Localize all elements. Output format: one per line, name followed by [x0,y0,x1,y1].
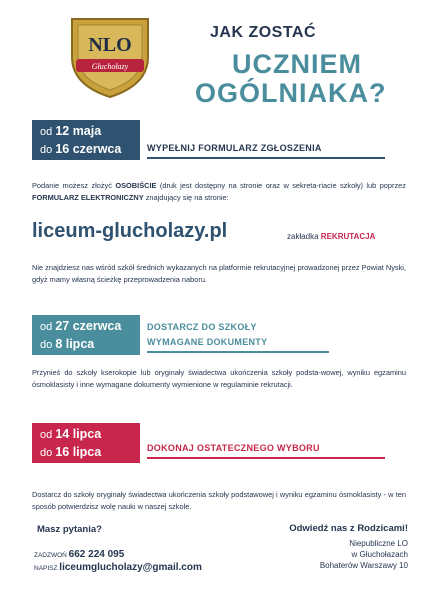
step2-title: DOSTARCZ DO SZKOŁY WYMAGANE DOKUMENTY [147,322,268,347]
step1-to-prefix: do [40,144,53,156]
website-link[interactable]: liceum-glucholazy.pl [32,220,228,242]
step2-from-date: 27 czerwca [55,319,122,333]
step3-from-prefix: od [40,429,53,441]
contact-question: Masz pytania? [37,524,102,535]
paragraph-application: Podanie możesz złożyć OSOBIŚCIE (druk jest dostępny na stronie oraz w sekreta-riacie szkoły) lub poprzez FORMULARZ ELEKTRONICZNY znajdujący się na stronie: [32,181,406,202]
paragraph-documents: Przynieś do szkoły kserokopie lub oryginały świadectwa ukończenia szkoły podsta-wowej, wyniku egzaminu ósmoklasisty i inne wymagane dokumenty wymienione w regulaminie rekrutacji. [32,368,406,389]
step2-from-prefix: od [40,321,53,333]
visit-title: Odwiedź nas z Rodzicami! [289,523,408,534]
step3-from-date: 14 lipca [55,427,102,441]
website-tab-hint: zakładka REKRUTACJA [287,232,376,241]
step2-to-date: 8 lipca [55,337,95,351]
school-address: Niepubliczne LO w Głuchołazach Bohaterów Warszawy 10 [319,539,408,570]
paragraph-platform-note: Nie znajdziesz nas wśród szkół średnich wykazanych na platformie rekrutacyjnej prowadzonej przez Powiat Nyski, gdyż mamy własną ścieżkę przeprowadzenia naboru. [32,263,406,284]
step1-from-date: 12 maja [55,124,102,138]
header-line-1: JAK ZOSTAĆ [210,24,317,41]
logo-text: NLO [88,34,132,56]
step1-to-date: 16 czerwca [55,142,122,156]
step2-to-prefix: do [40,339,53,351]
flyer-page [22,0,416,594]
step2-date-box [32,315,140,355]
contact-email[interactable]: NAPISZ liceumglucholazy@gmail.com [34,562,202,573]
logo-subtext: Głuchołazy [91,62,129,71]
step3-date-box [32,423,140,463]
header-line-3: OGÓLNIAKA? [195,78,387,108]
step3-underline [147,457,385,459]
paragraph-final-choice: Dostarcz do szkoły oryginały świadectwa ukończenia szkoły podstawowej i wyniku egzaminu ósmoklasisty - w ten sposób potwierdzisz wolę nauki w naszej szkole. [32,490,406,511]
step1-date-box [32,120,140,160]
school-logo [62,5,158,101]
header-line-2: UCZNIEM [232,49,362,79]
step3-to-date: 16 lipca [55,445,102,459]
step3-title: DOKONAJ OSTATECZNEGO WYBORU [147,443,320,453]
phone-number: 662 224 095 [68,549,125,560]
step3-to-prefix: do [40,447,53,459]
step1-from-prefix: od [40,126,53,138]
recruitment-tab-name: REKRUTACJA [320,232,376,241]
email-address: liceumglucholazy@gmail.com [59,562,202,573]
step1-underline [147,157,385,159]
step1-title: WYPEŁNIJ FORMULARZ ZGŁOSZENIA [147,143,322,153]
contact-phone[interactable]: ZADZWOŃ 662 224 095 [34,549,125,560]
step2-underline [147,351,329,353]
